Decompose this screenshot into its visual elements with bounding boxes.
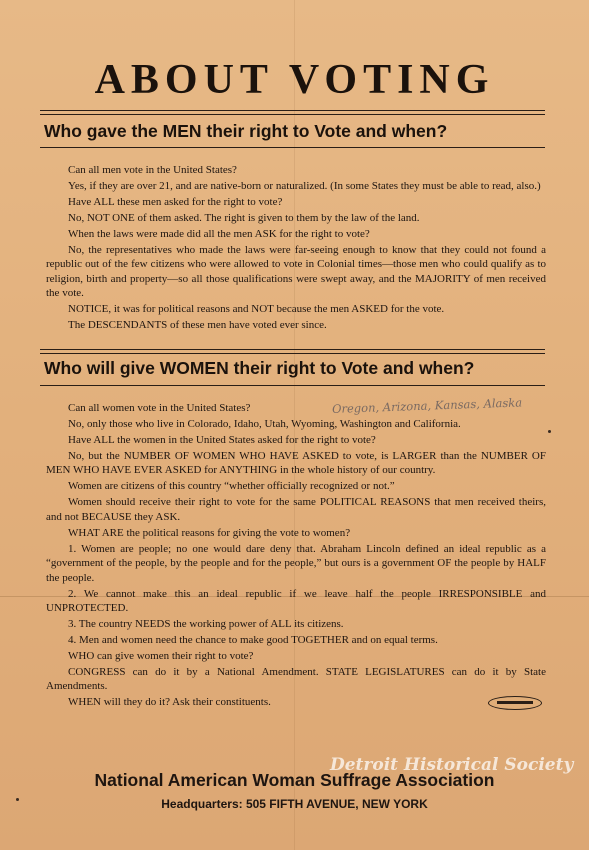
title-rule-top xyxy=(40,110,545,111)
section2-body xyxy=(46,401,546,711)
section2-paragraph: 4. Men and women need the chance to make good TOGETHER and on equal terms. xyxy=(68,634,438,647)
flyer-title: ABOUT VOTING xyxy=(94,57,495,103)
section2-heading-rule xyxy=(40,385,545,386)
section2-paragraph: No, only those who live in Colorado, Idaho, Utah, Wyoming, Washington and California. xyxy=(68,418,461,430)
section2-paragraph: Women are citizens of this country “whether officially recognized or not.” xyxy=(68,480,395,493)
title-rule-bottom xyxy=(40,114,545,115)
section1-body xyxy=(46,163,546,334)
section2-paragraph: WHAT ARE the political reasons for giving the vote to women? xyxy=(68,526,351,539)
section1-paragraph: The DESCENDANTS of these men have voted ever since. xyxy=(68,319,327,332)
section2-paragraph: 2. We cannot make this an ideal republic if we leave half the people IRRESPONSIBLE and UNPROTECTED. xyxy=(46,587,546,615)
section2-paragraph: WHO can give women their right to vote? xyxy=(68,650,254,663)
section1-heading-rule xyxy=(40,147,545,148)
section2-paragraph: Have ALL the women in the United States asked for the right to vote? xyxy=(68,434,376,446)
section1-paragraph: Yes, if they are over 21, and are native-born or naturalized. (In some States they must be able to read, also.) xyxy=(68,180,541,192)
section1-paragraph: NOTICE, it was for political reasons and NOT because the men ASKED for the vote. xyxy=(68,303,445,316)
section2-rule-bottom xyxy=(40,353,545,354)
handwritten-note: Oregon, Arizona, Kansas, Alaska xyxy=(331,395,523,417)
watermark: Detroit Historical Society xyxy=(330,755,574,775)
section1-paragraph: Can all men vote in the United States? xyxy=(68,164,237,176)
section1-heading: Who gave the MEN their right to Vote and when? xyxy=(44,121,448,141)
section2-paragraph: No, but the NUMBER OF WOMEN WHO HAVE ASKED to vote, is LARGER than the NUMBER OF MEN WHO HAVE EVER ASKED for ANYTHING in the whole history of our country. xyxy=(46,450,546,477)
organization-name: National American Woman Suffrage Association xyxy=(94,770,495,790)
section2-paragraph: Women should receive their right to vote for the same POLITICAL REASONS that men received theirs, and not BECAUSE they ASK. xyxy=(46,496,546,523)
section2-paragraph: CONGRESS can do it by a National Amendment. STATE LEGISLATURES can do it by State Amendments. xyxy=(46,666,546,693)
section1-paragraph: No, NOT ONE of them asked. The right is given to them by the law of the land. xyxy=(68,212,420,224)
section2-paragraph: Can all women vote in the United States? xyxy=(68,402,251,414)
paper-speck xyxy=(16,798,19,801)
section2-rule-top xyxy=(40,349,545,350)
section1-paragraph: No, the representatives who made the laws were far-seeing enough to know that they could not found a republic out of the few citizens who were allowed to vote in Colonial times—those men who could qualify as to religion, birth and property—so all those qualifications were swept away, and the MAJORITY of men received the vote. xyxy=(46,244,546,300)
headquarters-address: Headquarters: 505 FIFTH AVENUE, NEW YORK xyxy=(161,797,428,811)
section2-paragraph: 1. Women are people; no one would dare deny that. Abraham Lincoln defined an ideal republic as a “government of the people, by the people and for the people,” but ours is a government OF the people by HALF the people. xyxy=(46,542,546,584)
section1-paragraph: Have ALL these men asked for the right to vote? xyxy=(68,196,283,208)
paper-speck xyxy=(548,430,551,433)
section2-heading: Who will give WOMEN their right to Vote and when? xyxy=(44,358,475,378)
section2-paragraph: 3. The country NEEDS the working power of ALL its citizens. xyxy=(68,618,344,631)
section2-paragraph: WHEN will they do it? Ask their constituents. xyxy=(68,696,271,709)
section1-paragraph: When the laws were made did all the men ASK for the right to vote? xyxy=(68,228,370,240)
union-label-icon xyxy=(488,696,542,710)
